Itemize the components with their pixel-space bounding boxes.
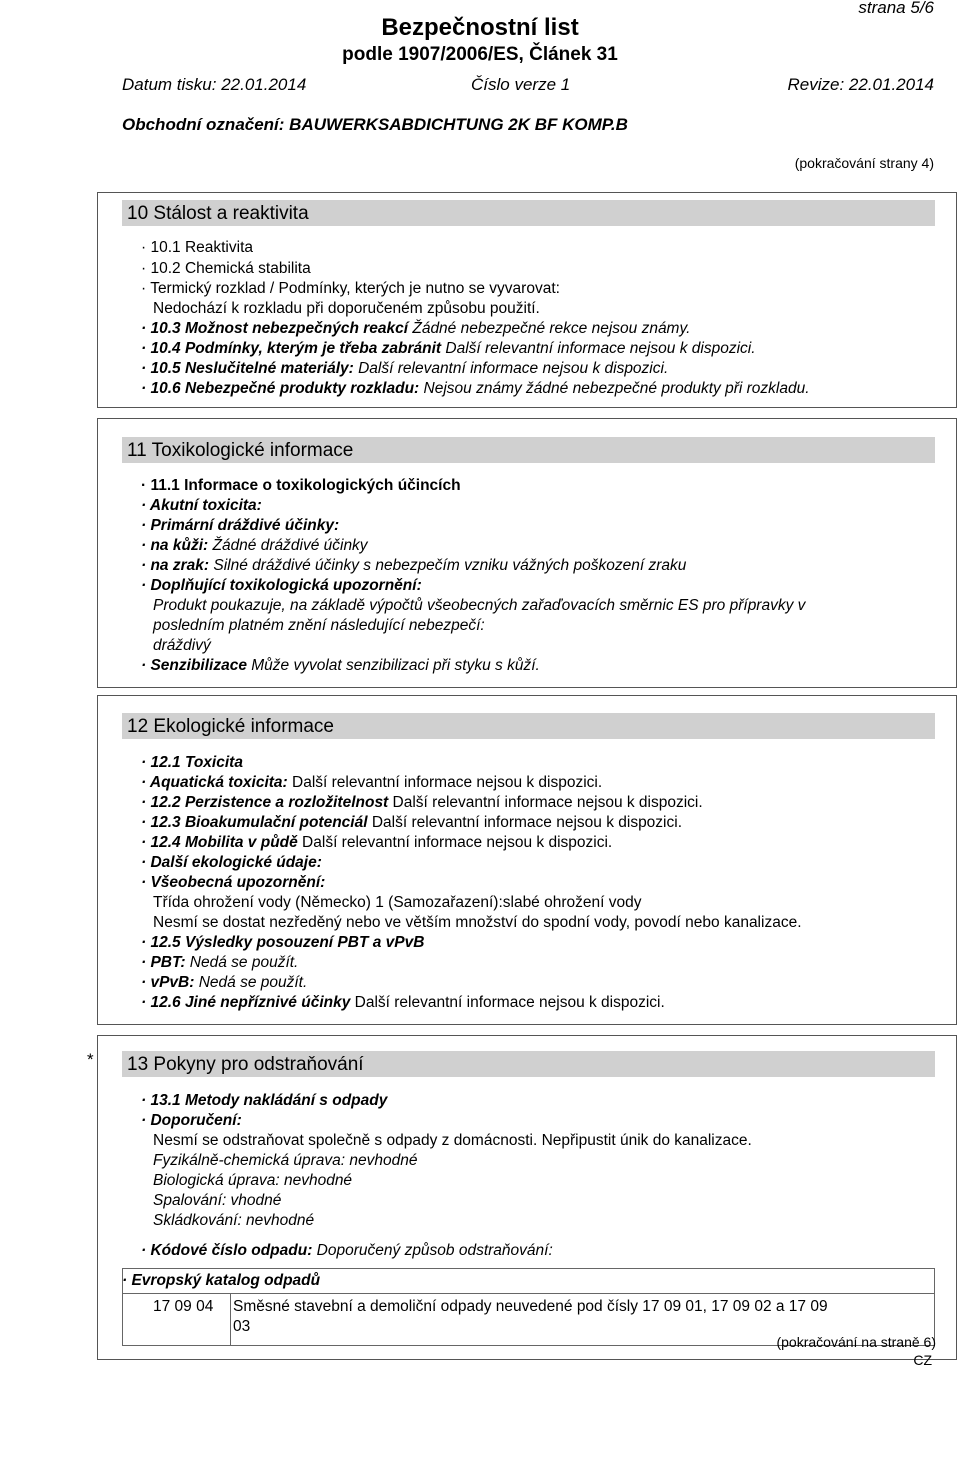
label: · 10.4 Podmínky, kterým je třeba zabránit [141, 340, 442, 357]
s12-line [141, 793, 703, 813]
label: · PBT: [141, 954, 186, 971]
s12-line: · 12.1 Toxicita [141, 754, 243, 771]
value: Silné dráždivé účinky s nebezpečím vzniku vážných poškození zraku [209, 557, 687, 574]
s12-line [141, 773, 602, 793]
s11-line [141, 656, 540, 676]
table-divider [123, 1293, 934, 1294]
label: · 10.3 Možnost nebezpečných reakcí [141, 320, 409, 337]
continued-to: (pokračování na straně 6) [776, 1334, 936, 1350]
s11-line: posledním platném znění následující nebezpečí: [153, 617, 485, 634]
value: Další relevantní informace nejsou k dispozici. [297, 834, 613, 851]
s11-line: · Doplňující toxikologická upozornění: [141, 577, 422, 594]
s12-line: Třída ohrožení vody (Německo) 1 (Samozařazení):slabé ohrožení vody [153, 894, 642, 911]
s13-line [141, 1241, 553, 1261]
s13-line: Fyzikálně-chemická úprava: nevhodné [153, 1152, 418, 1169]
s11-line [141, 536, 368, 556]
s13-line: · 13.1 Metody nakládání s odpady [141, 1092, 388, 1109]
s13-line: Nesmí se odstraňovat společně s odpady z domácnosti. Nepřipustit únik do kanalizace. [153, 1132, 752, 1149]
change-marker: * [87, 1050, 94, 1069]
s11-line: · 11.1 Informace o toxikologických účincích [141, 477, 461, 494]
s10-line [141, 339, 756, 359]
section-13-title: 13 Pokyny pro odstraňování [122, 1051, 935, 1077]
s11-line: · Akutní toxicita: [141, 497, 262, 514]
s13-line: · Doporučení: [141, 1112, 242, 1129]
s10-line: · 10.1 Reaktivita [141, 239, 253, 256]
section-12 [97, 695, 957, 1025]
label: · 12.2 Perzistence a rozložitelnost [141, 794, 389, 811]
label: · na kůži: [141, 537, 209, 554]
catalog-code: 17 09 04 [153, 1298, 214, 1315]
value: Další relevantní informace nejsou k dispozici. [441, 340, 756, 357]
value: Další relevantní informace nejsou k dispozici. [350, 994, 665, 1011]
print-date: Datum tisku: 22.01.2014 [122, 75, 307, 94]
label: · 12.6 Jiné nepříznivé účinky [141, 994, 351, 1011]
s13-line: Biologická úprava: nevhodné [153, 1172, 353, 1189]
section-12-title: 12 Ekologické informace [122, 713, 935, 739]
trade-name: Obchodní označení: BAUWERKSABDICHTUNG 2K BF KOMP.B [122, 115, 628, 134]
s10-line [141, 379, 810, 399]
label: · na zrak: [141, 557, 210, 574]
label: · vPvB: [141, 974, 195, 991]
s12-line [141, 833, 612, 853]
value: Může vyvolat senzibilizaci při styku s kůží. [246, 657, 540, 674]
s12-line: · Další ekologické údaje: [141, 854, 322, 871]
s10-line [141, 319, 690, 339]
s12-line [141, 813, 682, 833]
s12-line [141, 953, 298, 973]
value: Žádné nebezpečné rekce nejsou známy. [408, 320, 691, 337]
s11-line: dráždivý [153, 637, 211, 654]
label: · 10.5 Neslučitelné materiály: [141, 360, 354, 377]
section-11 [97, 418, 957, 688]
label: · 12.3 Bioakumulační potenciál [141, 814, 368, 831]
table-divider [230, 1293, 231, 1345]
section-13 [97, 1035, 957, 1360]
label: · 12.4 Mobilita v půdě [141, 834, 298, 851]
section-11-title: 11 Toxikologické informace [122, 437, 935, 463]
value: Žádné dráždivé účinky [208, 537, 368, 554]
s12-line [141, 993, 665, 1013]
s10-line: · Termický rozklad / Podmínky, kterých je nutno se vyvarovat: [141, 280, 560, 297]
s10-line: · 10.2 Chemická stabilita [141, 260, 311, 277]
s11-line: Produkt poukazuje, na základě výpočtů všeobecných zařaďovacích směrnic ES pro přípravky v [153, 597, 806, 614]
s10-line [141, 359, 668, 379]
language-code: CZ [913, 1352, 932, 1368]
s11-line: · Primární dráždivé účinky: [141, 517, 340, 534]
version-number: Číslo verze 1 [471, 75, 571, 94]
s12-line: · 12.5 Výsledky posouzení PBT a vPvB [141, 934, 425, 951]
document-title: Bezpečnostní list [381, 14, 579, 41]
value: Další relevantní informace nejsou k dispozici. [353, 360, 669, 377]
catalog-description: Směsné stavební a demoliční odpady neuvedené pod čísly 17 09 01, 17 09 02 a 17 09 [233, 1298, 828, 1315]
value: Další relevantní informace nejsou k dispozici. [367, 814, 682, 831]
catalog-description-cont: 03 [233, 1318, 251, 1335]
revision-date: Revize: 22.01.2014 [787, 75, 934, 94]
s12-line: · Všeobecná upozornění: [141, 874, 326, 891]
label: · Aquatická toxicita: [141, 774, 288, 791]
label: · 10.6 Nebezpečné produkty rozkladu: [141, 380, 420, 397]
document-subtitle: podle 1907/2006/ES, Článek 31 [342, 44, 618, 65]
section-10-title: 10 Stálost a reaktivita [122, 200, 935, 226]
label: · Kódové číslo odpadu: [141, 1242, 313, 1259]
s10-line: Nedochází k rozkladu při doporučeném způsobu použití. [153, 300, 540, 317]
value: Nedá se použít. [194, 974, 308, 991]
value: Doporučený způsob odstraňování: [312, 1242, 553, 1259]
label: · Senzibilizace [141, 657, 247, 674]
section-10 [97, 192, 957, 408]
s12-line [141, 973, 307, 993]
value: Další relevantní informace nejsou k dispozici. [287, 774, 603, 791]
s13-line: Spalování: vhodné [153, 1192, 282, 1209]
value: Nedá se použít. [185, 954, 299, 971]
continued-from: (pokračování strany 4) [794, 155, 934, 171]
s12-line: Nesmí se dostat nezředěný nebo ve větším množství do spodní vody, povodí nebo kanalizace. [153, 914, 802, 931]
value: Nejsou známy žádné nebezpečné produkty při rozkladu. [419, 380, 810, 397]
value: Další relevantní informace nejsou k dispozici. [388, 794, 703, 811]
catalog-title: · Evropský katalog odpadů [122, 1272, 321, 1289]
page-number: strana 5/6 [858, 0, 934, 17]
s11-line [141, 556, 686, 576]
s13-line: Skládkování: nevhodné [153, 1212, 315, 1229]
